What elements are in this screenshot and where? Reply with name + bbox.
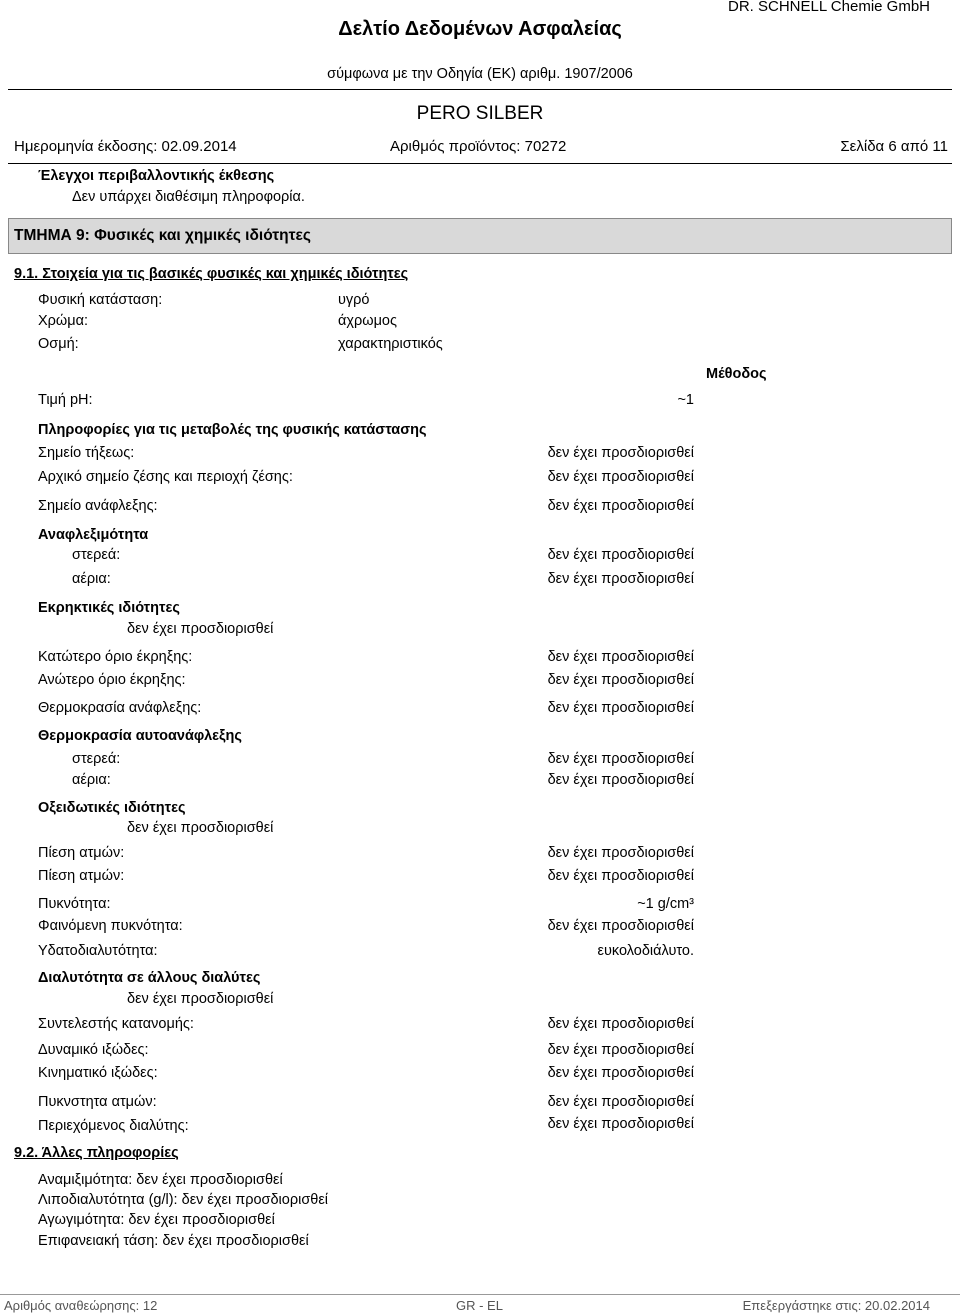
oxidizing-value: δεν έχει προσδιορισθεί (127, 820, 274, 836)
footer-rule (0, 1294, 960, 1295)
solvent-content-label: Περιεχόμενος διαλύτης: (38, 1118, 189, 1134)
partition-coefficient-value: δεν έχει προσδιορισθεί (547, 1016, 694, 1032)
vapor-pressure-label-2: Πίεση ατμών: (38, 868, 125, 884)
conductivity-line: Αγωγιμότητα: δεν έχει προσδιορισθεί (38, 1212, 275, 1228)
env-controls-title: Έλεγχοι περιβαλλοντικής έκθεσης (38, 168, 275, 184)
state-changes-title: Πληροφορίες για τις μεταβολές της φυσικής κατάστασης (38, 422, 427, 438)
vapor-density-value: δεν έχει προσδιορισθεί (547, 1094, 694, 1110)
fat-solubility-line: Λιποδιαλυτότητα (g/l): δεν έχει προσδιορισθεί (38, 1192, 329, 1208)
upper-explosion-limit-label: Ανώτερο όριο έκρηξης: (38, 672, 186, 688)
boiling-point-label: Αρχικό σημείο ζέσης και περιοχή ζέσης: (38, 469, 293, 485)
autoignition-gas-value: δεν έχει προσδιορισθεί (547, 772, 694, 788)
header-top-rule (8, 89, 952, 90)
color-value: άχρωμος (338, 313, 397, 329)
lower-explosion-limit-label: Κατώτερο όριο έκρηξης: (38, 649, 193, 665)
color-label: Χρώμα: (38, 313, 89, 329)
vapor-pressure-label-1: Πίεση ατμών: (38, 845, 125, 861)
regulation-text: σύμφωνα με την Οδηγία (ΕΚ) αριθμ. 1907/2006 (327, 66, 633, 82)
explosive-value: δεν έχει προσδιορισθεί (127, 621, 274, 637)
upper-explosion-limit-value: δεν έχει προσδιορισθεί (547, 672, 694, 688)
page-number: Σελίδα 6 από 11 (840, 138, 948, 155)
flammability-solid-label: στερεά: (72, 547, 121, 563)
density-label: Πυκνότητα: (38, 896, 111, 912)
language-code: GR - EL (456, 1298, 503, 1313)
kinematic-viscosity-value: δεν έχει προσδιορισθεί (547, 1065, 694, 1081)
product-number: Αριθμός προϊόντος: 70272 (390, 138, 567, 155)
physical-state-label: Φυσική κατάσταση: (38, 292, 163, 308)
document-title: Δελτίο Δεδομένων Ασφαλείας (338, 18, 622, 40)
revision-number: Αριθμός αναθεώρησης: 12 (4, 1298, 158, 1313)
section-title: ΤΜΗΜΑ 9: Φυσικές και χημικές ιδιότητες (14, 227, 311, 244)
water-solubility-value: ευκολοδιάλυτο. (597, 943, 694, 959)
autoignition-gas-label: αέρια: (72, 772, 111, 788)
flash-point-label: Σημείο ανάφλεξης: (38, 498, 158, 514)
subsection-9-1-title: 9.1. Στοιχεία για τις βασικές φυσικές και χημικές ιδιότητες (14, 266, 409, 282)
subsection-9-2-title: 9.2. Άλλες πληροφορίες (14, 1145, 179, 1161)
density-value: ~1 g/cm³ (637, 896, 694, 912)
miscibility-line: Αναμιξιμότητα: δεν έχει προσδιορισθεί (38, 1172, 283, 1188)
bulk-density-value: δεν έχει προσδιορισθεί (547, 918, 694, 934)
product-name: PERO SILBER (416, 103, 544, 124)
flash-point-value: δεν έχει προσδιορισθεί (547, 498, 694, 514)
boiling-point-value: δεν έχει προσδιορισθεί (547, 469, 694, 485)
vapor-density-label: Πυκνστητα ατμών: (38, 1094, 157, 1110)
ph-value: ~1 (677, 392, 694, 408)
autoignition-solid-label: στερεά: (72, 751, 121, 767)
melting-point-value: δεν έχει προσδιορισθεί (547, 445, 694, 461)
physical-state-value: υγρό (338, 292, 370, 308)
processed-date: Επεξεργάστηκε στις: 20.02.2014 (742, 1298, 930, 1313)
solvent-content-value: δεν έχει προσδιορισθεί (547, 1116, 694, 1132)
flammability-gas-label: αέρια: (72, 571, 111, 587)
surface-tension-line: Επιφανειακή τάση: δεν έχει προσδιορισθεί (38, 1233, 309, 1249)
other-solvents-value: δεν έχει προσδιορισθεί (127, 991, 274, 1007)
dynamic-viscosity-label: Δυναμικό ιξώδες: (38, 1042, 149, 1058)
odor-label: Οσμή: (38, 336, 79, 352)
header-bottom-rule (8, 163, 952, 164)
melting-point-label: Σημείο τήξεως: (38, 445, 135, 461)
issue-date: Ημερομηνία έκδοσης: 02.09.2014 (14, 138, 237, 155)
lower-explosion-limit-value: δεν έχει προσδιορισθεί (547, 649, 694, 665)
env-controls-text: Δεν υπάρχει διαθέσιμη πληροφορία. (72, 189, 305, 205)
explosive-title: Εκρηκτικές ιδιότητες (38, 600, 180, 616)
company-name: DR. SCHNELL Chemie GmbH (728, 0, 930, 15)
ignition-temp-label: Θερμοκρασία ανάφλεξης: (38, 700, 202, 716)
flammability-solid-value: δεν έχει προσδιορισθεί (547, 547, 694, 563)
method-column-header: Μέθοδος (706, 366, 767, 382)
vapor-pressure-value-2: δεν έχει προσδιορισθεί (547, 868, 694, 884)
bulk-density-label: Φαινόμενη πυκνότητα: (38, 918, 183, 934)
flammability-gas-value: δεν έχει προσδιορισθεί (547, 571, 694, 587)
water-solubility-label: Υδατοδιαλυτότητα: (38, 943, 158, 959)
autoignition-solid-value: δεν έχει προσδιορισθεί (547, 751, 694, 767)
autoignition-title: Θερμοκρασία αυτοανάφλεξης (38, 728, 242, 744)
kinematic-viscosity-label: Κινηματικό ιξώδες: (38, 1065, 158, 1081)
ph-label: Τιμή pH: (38, 392, 93, 408)
oxidizing-title: Οξειδωτικές ιδιότητες (38, 800, 186, 816)
other-solvents-title: Διαλυτότητα σε άλλους διαλύτες (38, 970, 261, 986)
odor-value: χαρακτηριστικός (338, 336, 443, 352)
dynamic-viscosity-value: δεν έχει προσδιορισθεί (547, 1042, 694, 1058)
flammability-title: Αναφλεξιμότητα (38, 527, 149, 543)
ignition-temp-value: δεν έχει προσδιορισθεί (547, 700, 694, 716)
partition-coefficient-label: Συντελεστής κατανομής: (38, 1016, 194, 1032)
vapor-pressure-value-1: δεν έχει προσδιορισθεί (547, 845, 694, 861)
